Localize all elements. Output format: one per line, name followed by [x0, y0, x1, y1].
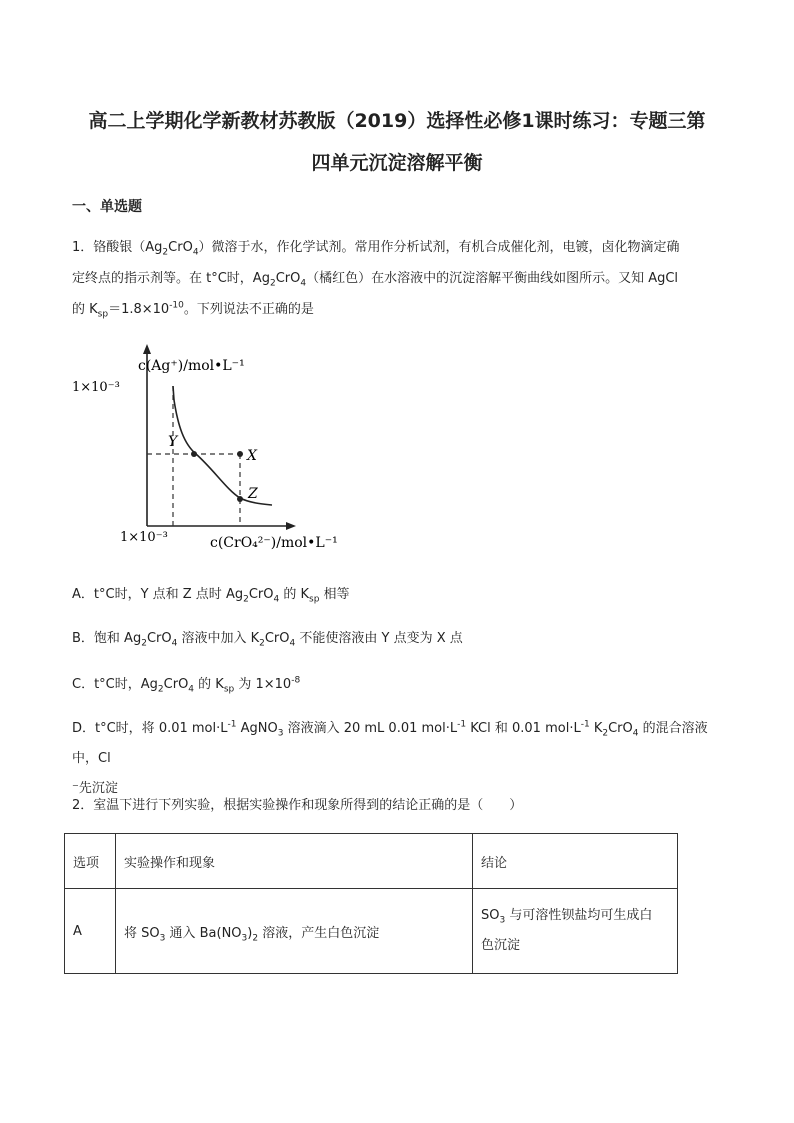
y-axis-arrow [143, 344, 151, 354]
point-y-label: Y [168, 434, 178, 450]
table-header-operation: 实验操作和现象 [116, 834, 473, 889]
option-a[interactable]: A．t°C时，Y 点和 Z 点时 $Ag_2CrO_4$ 的 $K_{sp}$ 相等 [72, 587, 350, 605]
table-header-conclusion: 结论 [473, 834, 678, 889]
question-1-stem [72, 232, 732, 325]
table-cell-operation: 将 $SO_3$ 通入 $Ba(NO_3)_2$ 溶液，产生白色沉淀 [116, 889, 473, 974]
option-d-line-2: ⁻先沉淀 [72, 781, 118, 796]
solubility-equilibrium-graph [72, 340, 352, 560]
point-x-dot [237, 451, 243, 457]
table-header-option: 选项 [65, 834, 116, 889]
x-axis-arrow [286, 522, 296, 530]
table-cell-conclusion [473, 889, 678, 974]
table-header-row [65, 834, 678, 889]
question-2-stem: 2．室温下进行下列实验，根据实验操作和现象所得到的结论正确的是（ ） [72, 798, 523, 813]
question-1-line-1: 1．铬酸银$(Ag_2CrO_4)$微溶于水，作化学试剂。常用作分析试剂，有机合成催化剂，电镀，卤化物滴定确 [72, 240, 680, 258]
conclusion-line-2: 色沉淀 [481, 938, 521, 953]
conclusion-line-1: $SO_3$ 与可溶性钡盐均可生成白 [481, 908, 653, 926]
point-z-dot [237, 496, 243, 502]
y-axis-title: c(Ag⁺)/mol•L⁻¹ [138, 358, 245, 374]
table-row[interactable] [65, 889, 678, 974]
option-d-line-1: D．t°C时，将 0.01 $mol\cdot L^{-1}$ AgNO$_3$ 溶液滴入 20 mL 0.01 $mol\cdot L^{-1}$ KCl 和 0.01 $mol\cdot L^{-1}$ $K_2CrO_4$ 的混合溶液中，Cl [72, 719, 708, 766]
question-1-line-3: 的 $K_{sp}=1.8\times 10^{-10}$。下列说法不正确的是 [72, 300, 314, 320]
y-tick-label: 1×10⁻³ [72, 380, 120, 395]
point-x-label: X [247, 448, 257, 464]
option-b[interactable]: B．饱和 $Ag_2CrO_4$ 溶液中加入 $K_2CrO_4$ 不能使溶液由 Y 点变为 X 点 [72, 631, 463, 649]
section-heading: 一、单选题 [72, 199, 142, 215]
option-c[interactable]: C．t°C时，$Ag_2CrO_4$ 的 $K_{sp}$ 为 $1\times 10^{-8}$ [72, 675, 301, 695]
x-tick-label: 1×10⁻³ [120, 530, 168, 545]
point-y-dot [191, 451, 197, 457]
page-title-line-2: 四单元沉淀溶解平衡 [311, 152, 483, 174]
page-title-line-1: 高二上学期化学新教材苏教版（2019）选择性必修1课时练习：专题三第 [88, 110, 706, 132]
point-z-label: Z [248, 486, 258, 502]
x-axis-title: c(CrO₄²⁻)/mol•L⁻¹ [210, 535, 338, 551]
table-cell-option: A [65, 889, 116, 974]
question-1-line-2: 定终点的指示剂等。在 t°C时，$Ag_2CrO_4$（橘红色）在水溶液中的沉淀溶解平衡曲线如图所示。又知 AgCl [72, 271, 679, 289]
experiment-table [64, 833, 678, 974]
